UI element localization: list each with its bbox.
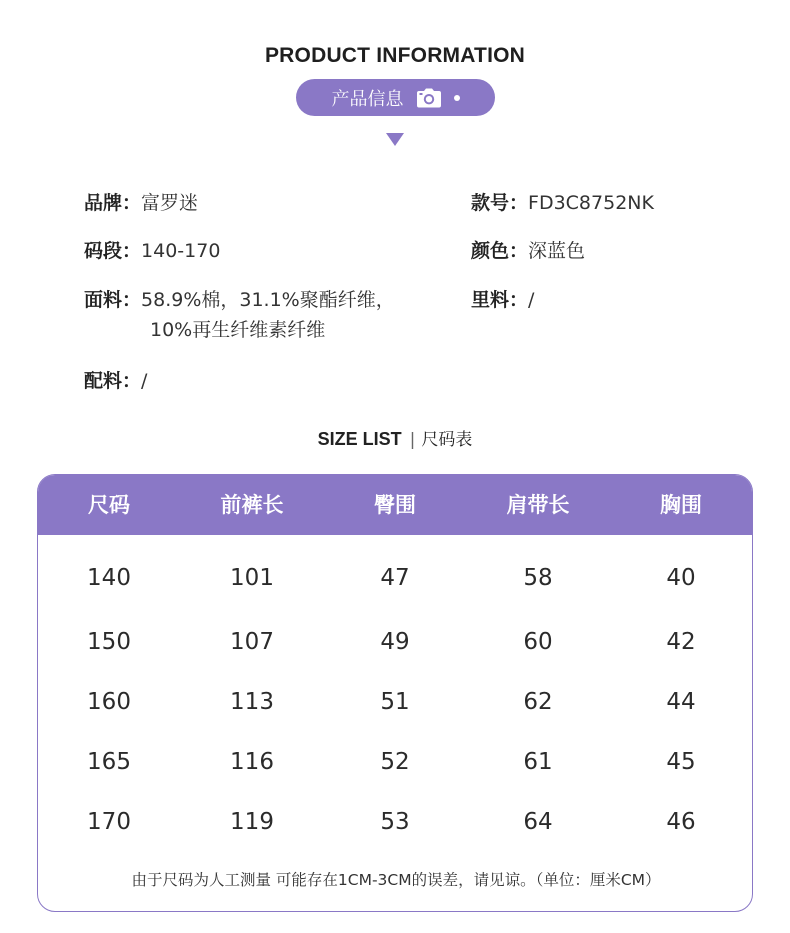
header-size: 尺码 xyxy=(88,493,130,517)
down-triangle-icon xyxy=(386,133,404,146)
info-fabric xyxy=(84,285,395,345)
badge-label: 产品信息 xyxy=(331,88,404,110)
accessory-value: / xyxy=(141,370,148,392)
table-cell: 46 xyxy=(666,809,696,835)
table-cell: 119 xyxy=(230,809,274,835)
table-cell: 58 xyxy=(523,565,553,591)
lining-value: / xyxy=(528,289,535,311)
table-cell: 64 xyxy=(523,809,553,835)
table-cell: 42 xyxy=(666,629,696,655)
size-table xyxy=(37,474,753,912)
brand-label: 品牌： xyxy=(84,192,142,214)
table-cell: 52 xyxy=(380,749,410,775)
table-cell: 49 xyxy=(380,629,410,655)
table-cell: 47 xyxy=(380,565,410,591)
size-list-title xyxy=(0,425,790,450)
fabric-value-line2: 10%再生纤维素纤维 xyxy=(150,319,326,341)
table-cell: 150 xyxy=(87,629,131,655)
size-range-label: 码段： xyxy=(84,240,142,262)
table-cell: 160 xyxy=(87,689,131,715)
table-cell: 62 xyxy=(523,689,553,715)
header-front-length: 前裤长 xyxy=(220,493,284,517)
fabric-label: 面料： xyxy=(84,289,142,311)
table-cell: 61 xyxy=(523,749,553,775)
style-no-label: 款号： xyxy=(471,192,529,214)
size-range-value: 140-170 xyxy=(141,240,221,262)
info-accessory xyxy=(84,366,147,396)
info-color xyxy=(471,236,585,266)
size-table-header xyxy=(38,475,753,535)
table-cell: 165 xyxy=(87,749,131,775)
size-list-title-cn: 尺码表 xyxy=(421,430,473,450)
header-strap-length: 肩带长 xyxy=(506,493,570,517)
table-cell: 107 xyxy=(230,629,274,655)
table-cell: 53 xyxy=(380,809,410,835)
page-title: PRODUCT INFORMATION xyxy=(264,44,526,67)
brand-value: 富罗迷 xyxy=(141,192,199,214)
header-chest: 胸围 xyxy=(660,493,702,517)
table-cell: 113 xyxy=(230,689,274,715)
table-cell: 116 xyxy=(230,749,274,775)
dot-icon xyxy=(454,95,460,101)
size-list-separator: | xyxy=(409,430,416,450)
table-cell: 45 xyxy=(666,749,696,775)
table-cell: 101 xyxy=(230,565,274,591)
info-lining xyxy=(471,285,534,315)
info-style-no xyxy=(471,188,654,218)
style-no-value: FD3C8752NK xyxy=(528,192,654,214)
lining-label: 里料： xyxy=(471,289,529,311)
product-info-badge xyxy=(296,79,495,116)
header-hip: 臀围 xyxy=(374,493,416,517)
table-cell: 60 xyxy=(523,629,553,655)
accessory-label: 配料： xyxy=(84,370,142,392)
table-cell: 44 xyxy=(666,689,696,715)
info-brand xyxy=(84,188,198,218)
size-list-title-en: SIZE LIST xyxy=(317,429,402,449)
measurement-note: 由于尺码为人工测量 可能存在1CM-3CM的误差，请见谅。（单位：厘米CM） xyxy=(131,871,661,889)
fabric-value-line1: 58.9%棉，31.1%聚酯纤维， xyxy=(141,289,395,311)
camera-icon xyxy=(416,88,442,108)
table-cell: 170 xyxy=(87,809,131,835)
info-size-range xyxy=(84,236,220,266)
table-cell: 40 xyxy=(666,565,696,591)
table-cell: 140 xyxy=(87,565,131,591)
color-label: 颜色： xyxy=(471,240,529,262)
table-cell: 51 xyxy=(380,689,410,715)
color-value: 深蓝色 xyxy=(528,240,586,262)
